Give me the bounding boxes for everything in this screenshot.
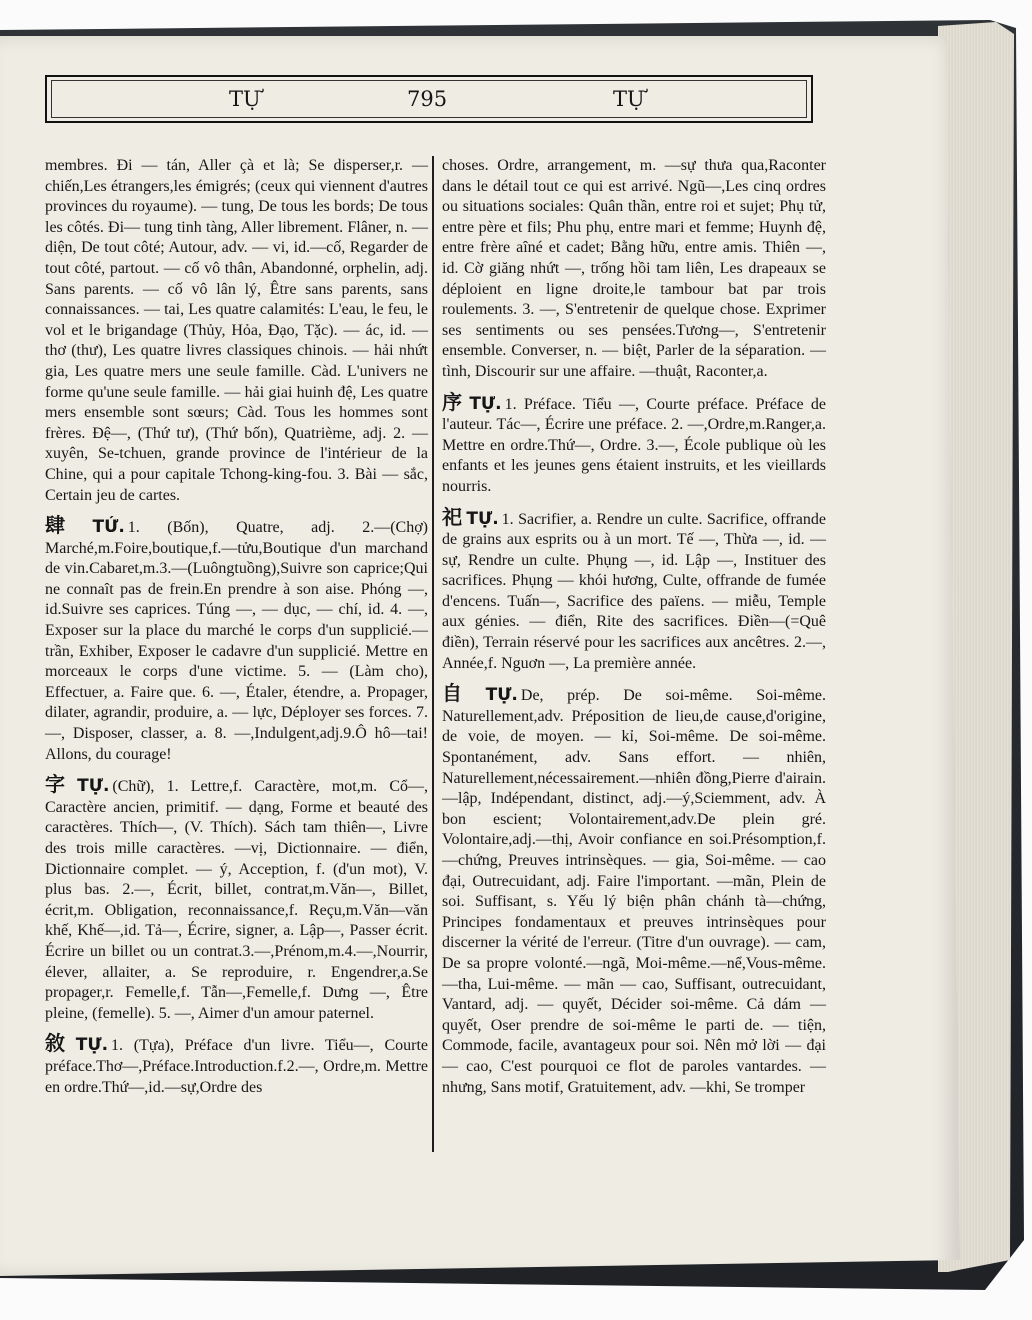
entry-character: 敘 xyxy=(45,1031,72,1056)
entry-text: membres. Đi — tán, Aller çà et là; Se disperser,r. —chiến,Les étrangers,les émigrés; (ceux qui viennent d'autres provinces du royaume). — tung, De tous les bords; De tous les côtés. Đi— tung tinh tàng, Aller librement. Flâner, n. — diện, De tout côté; Autour, adv. — vi, id.—cố, Regarder de tout côté, partout. — cố vô thân, Abandonné, orphelin, adj. Sans parents. — cố vô lân lý, Être sans parents, sans connaissances. — tai, Les quatre calamités: L'eau, le feu, le vol et le brigandage (Thủy, Hỏa, Đạo, Tặc). — ác, id. — thơ (thư), Les quatre livres classiques chinois. — hải nhứt gia, Les quatre mers une seule famille. Càd. L'univers ne forme qu'une seule famille. — hải giai huinh đệ, Les quatre mers ensemble sont sœurs; Càd. Tous les hommes sont frères. Đệ—, (Thứ tư), (Thứ bốn), Quatrième, adj. 2. — xuyên, Se-tchuen, grande province de l'intérieur de la Chine, qui a pour capitale Tchong-king-fou. 3. Bài — sắc, Certain jeu de cartes. xyxy=(45,157,428,504)
dictionary-entry xyxy=(442,504,827,675)
entry-character: 自 xyxy=(442,681,482,706)
entry-text: 1. (Tựa), Préface d'un livre. Tiểu—, Courte préface.Thơ—,Préface.Introduction.f.2.—, Ordre,m. Mettre en ordre.Thứ—,id.—sự,Ordre des xyxy=(45,1037,428,1096)
running-head-right: TỰ xyxy=(613,87,645,111)
running-head-left: TỰ xyxy=(229,87,261,111)
entry-headword: TỰ. xyxy=(469,393,502,414)
entry-character: 字 xyxy=(45,772,74,797)
dictionary-entry xyxy=(45,1033,428,1098)
entry-headword: TỰ. xyxy=(466,508,499,529)
entry-headword: TỰ. xyxy=(75,1035,109,1056)
dictionary-entry xyxy=(45,515,428,765)
page-number: 795 xyxy=(407,87,448,111)
entry-headword: TỰ. xyxy=(77,776,110,797)
dictionary-entry xyxy=(442,156,826,383)
dictionary-entry xyxy=(45,774,428,1024)
dictionary-entry xyxy=(442,389,826,498)
entry-character: 序 xyxy=(442,389,466,414)
dictionary-entry xyxy=(45,156,428,506)
entry-text: choses. Ordre, arrangement, m. —sự thưa qua,Raconter dans le détail tout ce qui est arrivé. Ngũ—,Les cinq ordres ou situations sociales: Quân thần, entre roi et sujet; Phụ tử, entre père et fils; Phu phụ, entre mari et femme; Huynh đệ, entre frère aîné et cadet; Bằng hữu, entre amis. Thiên —, id. Cờ giăng nhứt —, trống hồi tam liên, Les drapeaux se déploient en ligne droite,le tambour bat par trois roulements. 3. —, S'entretenir de quelque chose. Exprimer ses sentiments ou ses pensées.Tương—, S'entretenir ensemble. Converser, n. — biệt, Parler de la séparation. —tình, Discourir sur une affaire. —thuật, Raconter,a. xyxy=(442,157,826,380)
entry-character: 肆 xyxy=(45,513,89,538)
column-divider xyxy=(432,156,434,1152)
dictionary-entry xyxy=(442,683,826,1098)
entry-character: 祀 xyxy=(442,504,463,529)
entry-text: (Chữ), 1. Lettre,f. Caractère, mot,m. Cổ—, Caractère ancien, primitif. — dạng, Forme et beauté des caractères. Thích—, (V. Thích). Sách tam thiên—, Livre des trois mille caractères. —vị, Dictionnaire. — điển, Dictionnaire complet. — ý, Acception, f. (d'un mot), V. plus bas. 2.—, Écrit, billet, contrat,m.Văn—, Billet, écrit,m. Obligation, reconnaissance,f. Reçu,m.Văn—văn khế, Khế—,id. Tả—, Écrire, signer, a. Lập—, Passer écrit. Écrire un billet ou un contrat.3.—,Prénom,m.4.—,Nourrir, élever, allaiter, a. Se reproduire, r. Engendrer,a.Se propager,r. Femelle,f. Tẫn—,Femelle,f. Dưng —, Être pleine, (femelle). 5. —, Aimer d'un amour paternel. xyxy=(45,778,429,1022)
entry-text: De, prép. De soi-même. Soi-même. Naturellement,adv. Préposition de lieu,de cause,d'origine, de voie, de moyen. — kỉ, Soi-même. De soi-même. Spontanément, adv. Sans effort. — nhiên, Naturellement,nécessairement.—nhiên đồng,Pierre d'airain.—lập, Indépendant, distinct, adj.—ý,Sciemment, adv. À bon escient; Volontairement,adv.De plein gré. Volontaire,adj.—thị, Avoir confiance en soi.Présomption,f.—chứng, Preuves intrinsèques. — gia, Soi-même. — cao đại, Outrecuidant, adj. Faire l'important. —mãn, Plein de soi. Suffisant, s. Yếu lý biện phân chánh tà—chứng, Principes fondamentaux et preuves intrinsèques pour discerner la vérité de l'erreur. (Titre d'un ouvrage). — cam, De sa propre volonté.—ngã, Moi-même.—nể,Vous-même. —tha, Lui-même. — mãn — cao, Suffisant, outrecuidant, Vantard, adj. — quyết, Décider soi-même. Cả dám — quyết, Oser prendre de soi-même le parti de. — tiện, Commode, facile, avantageux pour soi. Nên mở lời — đại — cao, C'est pourquoi ce flot de paroles vantardes. — nhưng, Sans motif, Gratuitement, adv. —khi, Se tromper xyxy=(442,687,826,1096)
running-head xyxy=(45,75,813,123)
entry-headword: TỰ. xyxy=(485,685,518,706)
left-column xyxy=(45,156,428,1098)
entry-text: 1. Préface. Tiểu —, Courte préface. Préface de l'auteur. Tác—, Écrire une préface. 2. —,Ordre,m.Ranger,a. Mettre en ordre.Thứ—, Ordre. 3.—, École publique où les enfants et les jeunes gens étaient instruits, et les vieillards nourris. xyxy=(442,395,826,495)
right-column xyxy=(442,156,826,1098)
entry-headword: TỨ. xyxy=(92,517,125,538)
entry-text: 1. (Bốn), Quatre, adj. 2.—(Chợ) Marché,m.Foire,boutique,f.—tửu,Boutique d'un marchand de vin.Cabaret,m.3.—(Luôngtuồng),Suivre son caprice;Qui ne connaît pas de frein.En prendre à son aise. Phóng —, id.Suivre ses caprices. Túng —, — dục, — chí, id. 4. —, Exposer sur la place du marché le corps d'un supplicié.— trần, Exhiber, Exposer le cadavre d'un supplicié. Mettre en morceaux le corps d'une victime. 5. — (Làm cho), Effectuer, a. Faire que. 6. —, Étaler, étendre, a. Propager, dilater, agrandir, produire, a. — lực, Déployer ses forces. 7. —, Disposer, classer, a. 8. —,Indulgent,adj.9.Ô hô—tai! Allons, du courage! xyxy=(45,519,429,763)
entry-text: 1. Sacrifier, a. Rendre un culte. Sacrifice, offrande de grains aux esprits ou à un mort. Tế —, Thừa —, id. — sự, Rendre un culte. Phụng —, id. Lập —, Instituer des sacrifices. Phụng — khói hương, Culte, offrande de fumée d'encens. Tuấn—, Sacrifice des païens. — miễu, Temple aux génies. — điển, Rite des sacrifices. Điền—(=Quê điền), Terrain réservé pour les sacrifices aux ancêtres. 2.—, Année,f. Nguơn —, La première année. xyxy=(442,510,827,672)
